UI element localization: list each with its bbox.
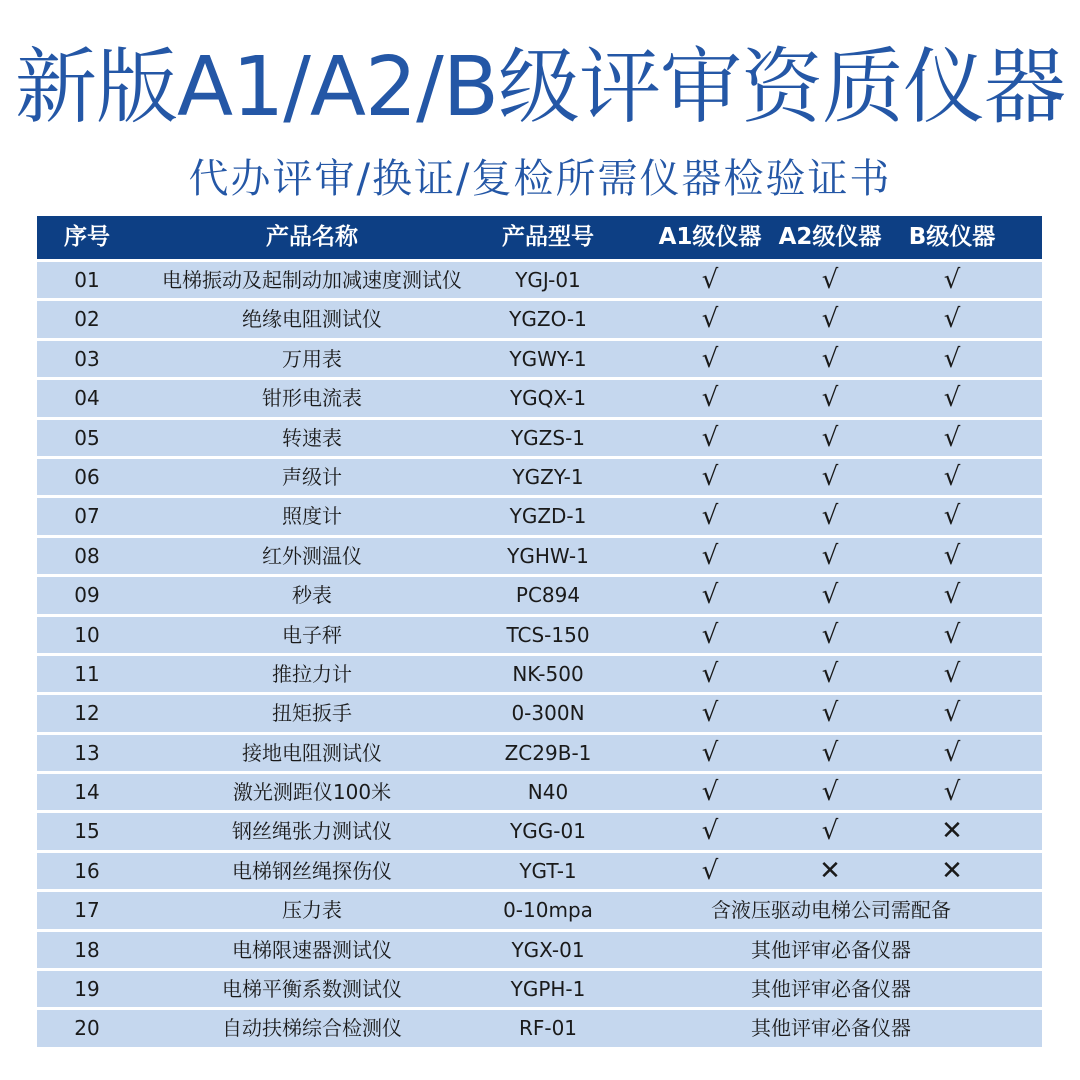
product-name: 电梯振动及起制动加减速度测试仪	[162, 268, 462, 292]
row-number: 03	[74, 346, 100, 371]
a2-mark: √	[821, 777, 839, 808]
row-number: 13	[74, 740, 100, 765]
page-subtitle: 代办评审/换证/复检所需仪器检验证书	[188, 156, 892, 202]
row-number: 06	[74, 464, 100, 489]
a2-mark: √	[821, 383, 839, 414]
b-mark: √	[943, 777, 961, 808]
product-name: 转速表	[282, 425, 342, 450]
b-mark: √	[943, 501, 961, 532]
product-name: 红外测温仪	[262, 543, 362, 568]
table-row	[37, 341, 1042, 377]
product-model: YGX-01	[511, 937, 585, 962]
a1-mark: √	[701, 265, 719, 295]
product-name: 电子秤	[282, 622, 342, 647]
product-name: 电梯平衡系数测试仪	[222, 977, 402, 1002]
a1-mark: √	[701, 855, 719, 886]
header-model: 产品型号	[502, 224, 594, 250]
a2-mark: √	[821, 658, 839, 689]
b-mark: √	[943, 737, 961, 768]
table-row	[37, 538, 1042, 574]
b-mark: √	[943, 698, 961, 729]
product-model: YGZO-1	[509, 307, 587, 332]
b-mark: √	[943, 422, 961, 453]
product-model: 0-10mpa	[503, 898, 593, 923]
b-mark: √	[943, 580, 961, 611]
page-title: 新版A1/A2/B级评审资质仪器	[14, 40, 1066, 135]
b-mark: √	[943, 619, 961, 650]
row-number: 18	[74, 937, 100, 962]
row-number: 10	[74, 622, 100, 647]
a1-mark: √	[701, 540, 719, 571]
b-mark: √	[943, 658, 961, 689]
product-name: 接地电阻测试仪	[242, 740, 382, 765]
row-number: 07	[74, 504, 100, 529]
b-mark: √	[943, 265, 961, 295]
table-row	[37, 498, 1042, 534]
a1-mark: √	[701, 580, 719, 611]
a1-mark: √	[701, 461, 719, 492]
a2-mark: √	[821, 265, 839, 295]
table-row	[37, 1010, 1042, 1046]
product-model: YGZS-1	[510, 425, 586, 450]
a1-mark: √	[701, 501, 719, 532]
table-row	[37, 656, 1042, 692]
a2-mark: √	[821, 816, 839, 847]
product-model: ZC29B-1	[504, 740, 592, 765]
header-name: 产品名称	[266, 224, 358, 250]
product-model: YGG-01	[510, 819, 586, 844]
product-model: YGQX-1	[509, 386, 587, 411]
row-number: 16	[74, 858, 100, 883]
product-model: YGZY-1	[512, 464, 584, 489]
a2-mark: √	[821, 698, 839, 729]
header-b: B级仪器	[908, 224, 996, 250]
row-note: 其他评审必备仪器	[751, 977, 911, 1002]
a1-mark: √	[701, 777, 719, 808]
table-header	[37, 216, 1042, 259]
row-number: 20	[74, 1016, 100, 1041]
table-row	[37, 932, 1042, 968]
table-row	[37, 695, 1042, 731]
product-name: 秒表	[292, 583, 332, 608]
row-number: 19	[74, 977, 100, 1002]
row-number: 01	[74, 268, 100, 292]
row-number: 08	[74, 543, 100, 568]
product-name: 万用表	[282, 346, 342, 371]
a2-mark: √	[821, 461, 839, 492]
product-model: TCS-150	[506, 622, 590, 647]
product-model: YGJ-01	[515, 268, 581, 292]
b-mark: √	[943, 343, 961, 374]
product-name: 电梯钢丝绳探伤仪	[232, 858, 392, 883]
row-number: 09	[74, 583, 100, 608]
table-row	[37, 577, 1042, 613]
product-name: 扭矩扳手	[272, 701, 352, 726]
table-row	[37, 892, 1042, 928]
product-name: 绝缘电阻测试仪	[242, 307, 382, 332]
row-note: 其他评审必备仪器	[751, 1016, 911, 1041]
table-row	[37, 262, 1042, 298]
table-row	[37, 735, 1042, 771]
b-mark: √	[943, 304, 961, 335]
product-model: 0-300N	[511, 701, 585, 726]
table-row	[37, 853, 1042, 889]
table-row	[37, 420, 1042, 456]
product-name: 自动扶梯综合检测仪	[222, 1016, 402, 1041]
product-name: 电梯限速器测试仪	[232, 937, 392, 962]
row-number: 04	[74, 386, 100, 411]
a2-mark: √	[821, 619, 839, 650]
row-number: 14	[74, 780, 100, 805]
a1-mark: √	[701, 422, 719, 453]
a2-mark: √	[821, 540, 839, 571]
product-model: YGHW-1	[507, 543, 589, 568]
a1-mark: √	[701, 383, 719, 414]
a1-mark: √	[701, 816, 719, 847]
product-model: YGZD-1	[509, 504, 587, 529]
a2-mark: √	[821, 422, 839, 453]
a2-mark: √	[821, 737, 839, 768]
table-row	[37, 774, 1042, 810]
row-number: 17	[74, 898, 100, 923]
a2-mark: √	[821, 501, 839, 532]
row-number: 15	[74, 819, 100, 844]
table-row	[37, 459, 1042, 495]
b-mark: ✕	[941, 816, 963, 847]
product-name: 钳形电流表	[262, 386, 362, 411]
a1-mark: √	[701, 658, 719, 689]
product-model: YGPH-1	[510, 977, 586, 1002]
product-name: 激光测距仪100米	[232, 780, 392, 805]
b-mark: √	[943, 540, 961, 571]
a1-mark: √	[701, 698, 719, 729]
product-name: 钢丝绳张力测试仪	[232, 819, 392, 844]
header-no: 序号	[64, 224, 110, 250]
header-a2: A2级仪器	[778, 224, 882, 250]
table-row	[37, 617, 1042, 653]
product-name: 推拉力计	[272, 661, 352, 686]
a2-mark: ✕	[819, 855, 841, 886]
product-model: YGT-1	[519, 858, 577, 883]
row-note: 其他评审必备仪器	[751, 937, 911, 962]
product-name: 照度计	[282, 504, 342, 529]
table-row	[37, 813, 1042, 849]
product-model: N40	[527, 780, 569, 805]
b-mark: √	[943, 383, 961, 414]
a2-mark: √	[821, 304, 839, 335]
product-name: 压力表	[282, 898, 342, 923]
table-row	[37, 301, 1042, 337]
a1-mark: √	[701, 343, 719, 374]
b-mark: ✕	[941, 855, 963, 886]
row-number: 11	[74, 661, 100, 686]
product-model: RF-01	[518, 1016, 578, 1041]
a2-mark: √	[821, 343, 839, 374]
product-model: YGWY-1	[509, 346, 587, 371]
row-note: 含液压驱动电梯公司需配备	[711, 898, 951, 923]
instrument-table	[37, 216, 1042, 1047]
a1-mark: √	[701, 737, 719, 768]
header-a1: A1级仪器	[658, 224, 762, 250]
table-row	[37, 380, 1042, 416]
row-number: 12	[74, 701, 100, 726]
a2-mark: √	[821, 580, 839, 611]
row-number: 02	[74, 307, 100, 332]
a1-mark: √	[701, 304, 719, 335]
table-body	[37, 262, 1042, 1047]
product-model: NK-500	[512, 661, 584, 686]
product-name: 声级计	[282, 464, 342, 489]
a1-mark: √	[701, 619, 719, 650]
table-row	[37, 971, 1042, 1007]
product-model: PC894	[515, 583, 581, 608]
b-mark: √	[943, 461, 961, 492]
row-number: 05	[74, 425, 100, 450]
